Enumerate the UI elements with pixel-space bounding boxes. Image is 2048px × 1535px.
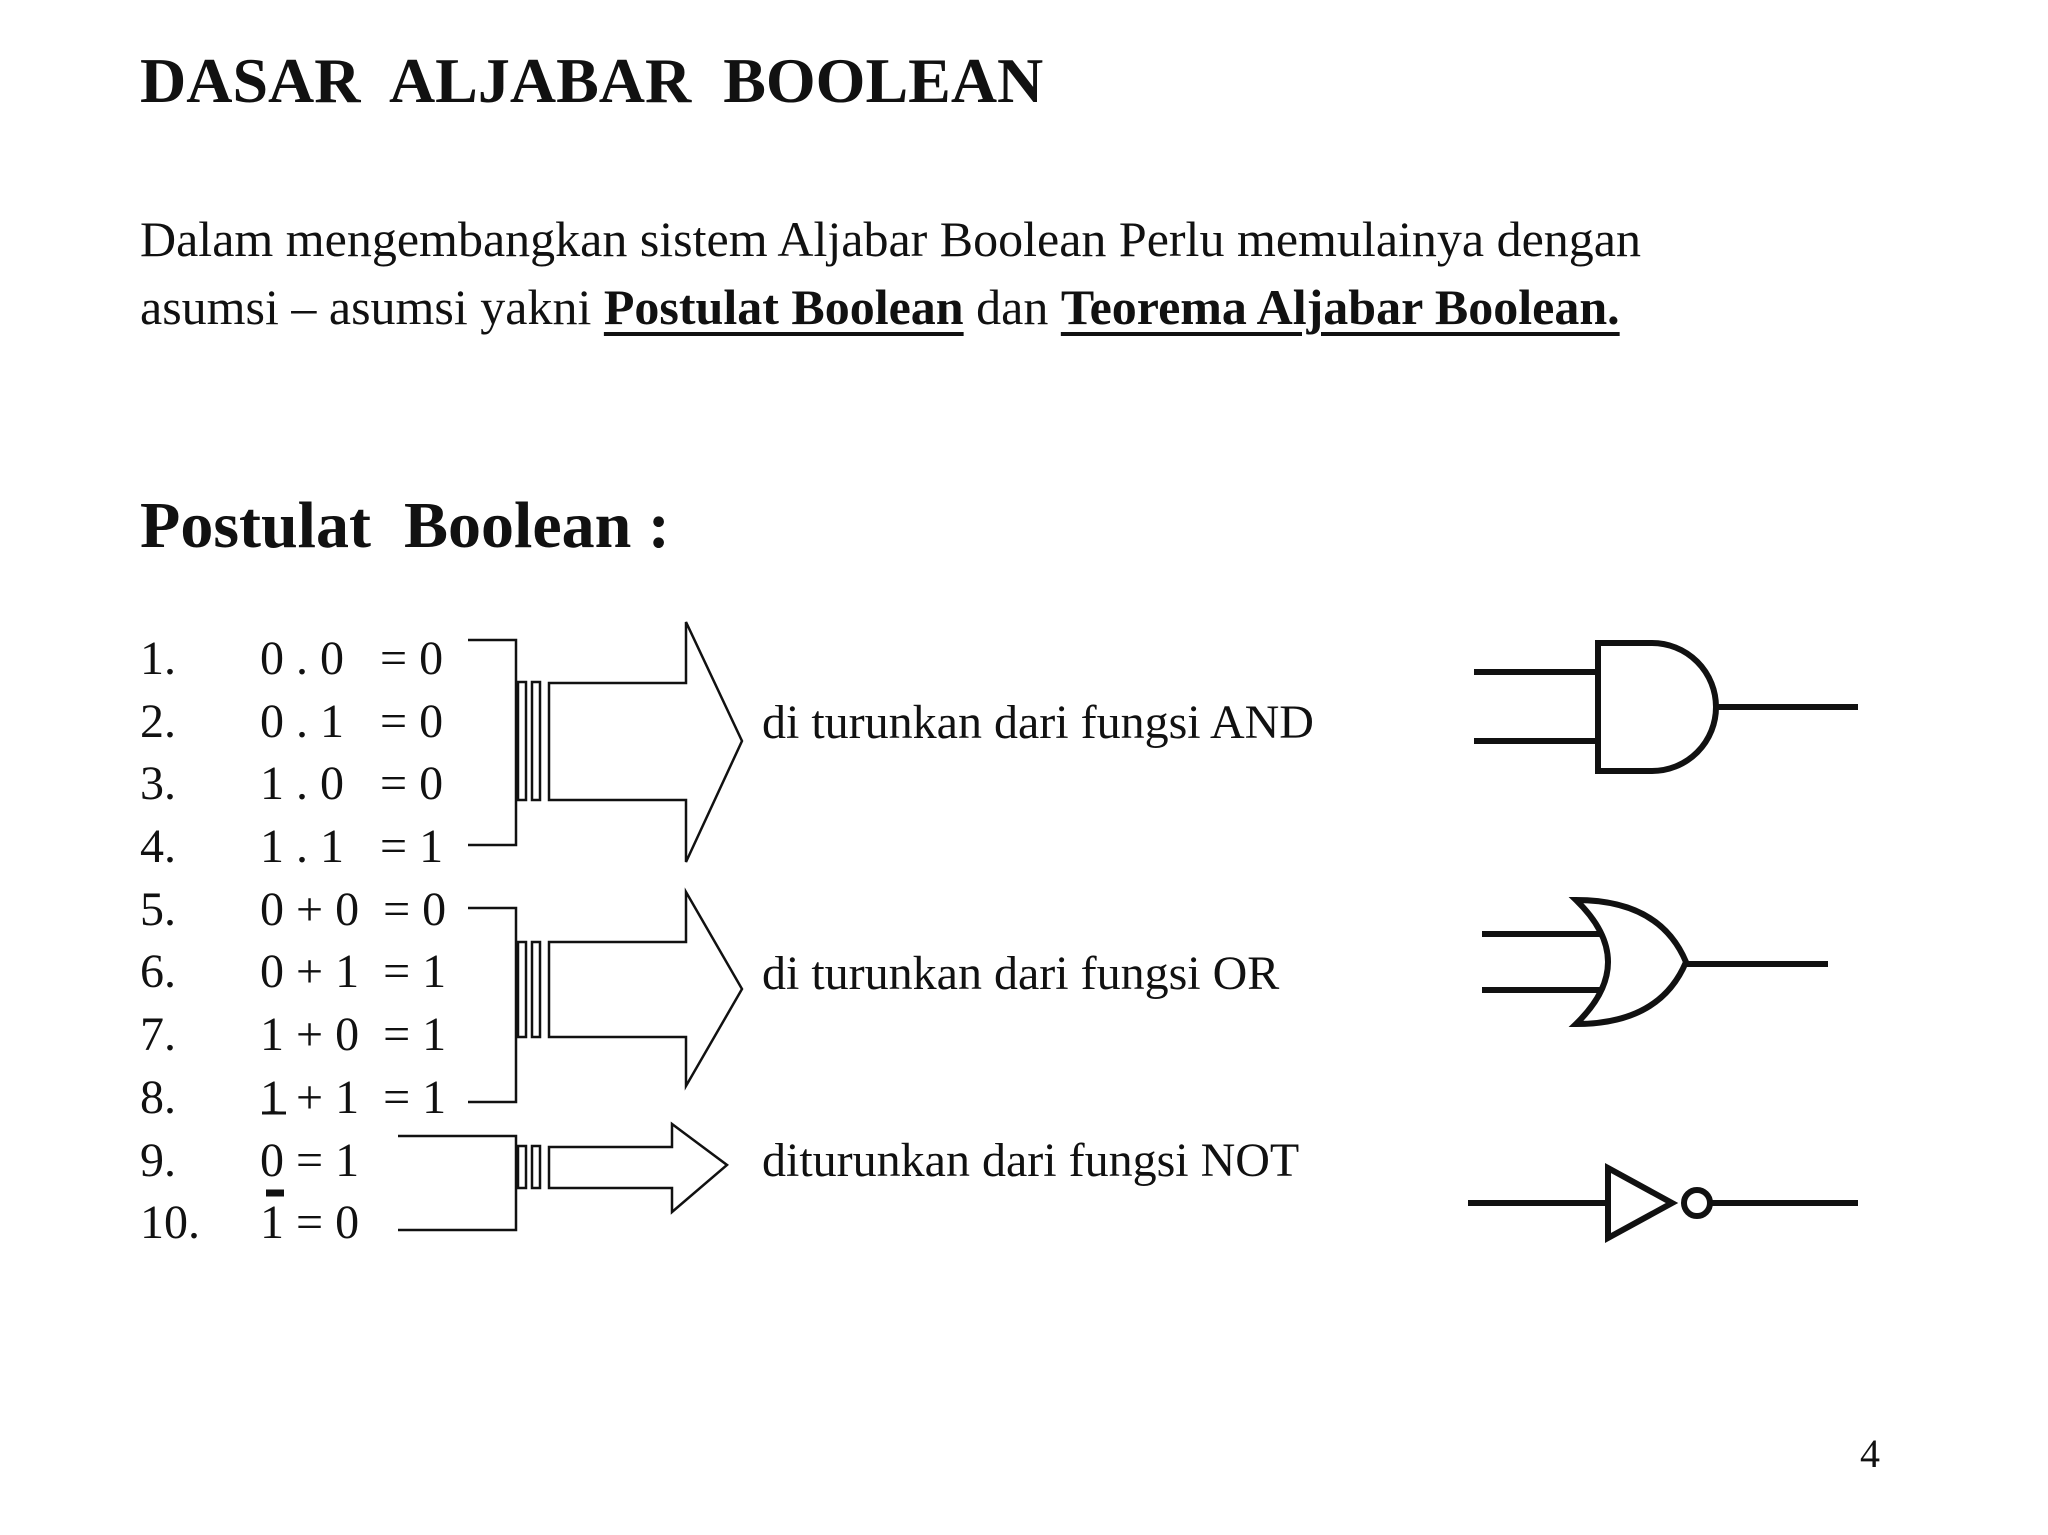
section-subtitle: Postulat Boolean : [140,489,670,562]
and-gate-icon [1474,643,1858,771]
postulate-expression: 1 . 1 = 1 [260,820,444,874]
postulate-number: 2. [140,694,176,748]
postulate-expression: 0 . 1 = 0 [260,694,444,748]
postulate-number: 10. [140,1196,200,1250]
postulate-expression: 0 + 1 = 1 [260,945,447,999]
postulate-expression: 0 + 0 = 0 [260,882,447,936]
not-gate-icon [1468,1168,1858,1238]
and-group-label: di turunkan dari fungsi AND [762,696,1314,749]
or-group-label: di turunkan dari fungsi OR [762,947,1280,1000]
intro-text-2: dan [963,279,1061,335]
postulate-number: 5. [140,882,176,936]
postulate-number: 3. [140,757,176,811]
postulat-boolean-link[interactable]: Postulat Boolean [603,279,964,335]
slide-title: DASAR ALJABAR BOOLEAN [140,45,1044,116]
postulate-number: 9. [140,1133,176,1187]
postulate-number: 8. [140,1070,176,1124]
postulate-number: 1. [140,632,176,685]
intro-text-1: Dalam mengembangkan sistem Aljabar Boolean Perlu memulainya dengan asumsi – asumsi yakni [140,211,1641,335]
postulate-number: 6. [140,945,176,999]
postulate-expression: 1 = 0 [260,1196,360,1250]
not-group-label: diturunkan dari fungsi NOT [762,1134,1300,1187]
postulate-expression: 1 + 1 = 1 [260,1070,447,1124]
postulate-expression: 1 . 0 = 0 [260,757,444,811]
teorema-aljabar-link[interactable]: Teorema Aljabar Boolean. [1060,279,1620,335]
postulate-expression: 0 . 0 = 0 [260,632,444,685]
postulate-number: 7. [140,1008,176,1062]
page-number: 4 [1860,1431,1880,1476]
postulate-number: 4. [140,820,176,874]
postulate-expression: 0 = 1 [260,1133,360,1187]
postulate-expression: 1 + 0 = 1 [260,1008,447,1062]
or-gate-icon [1482,900,1828,1024]
